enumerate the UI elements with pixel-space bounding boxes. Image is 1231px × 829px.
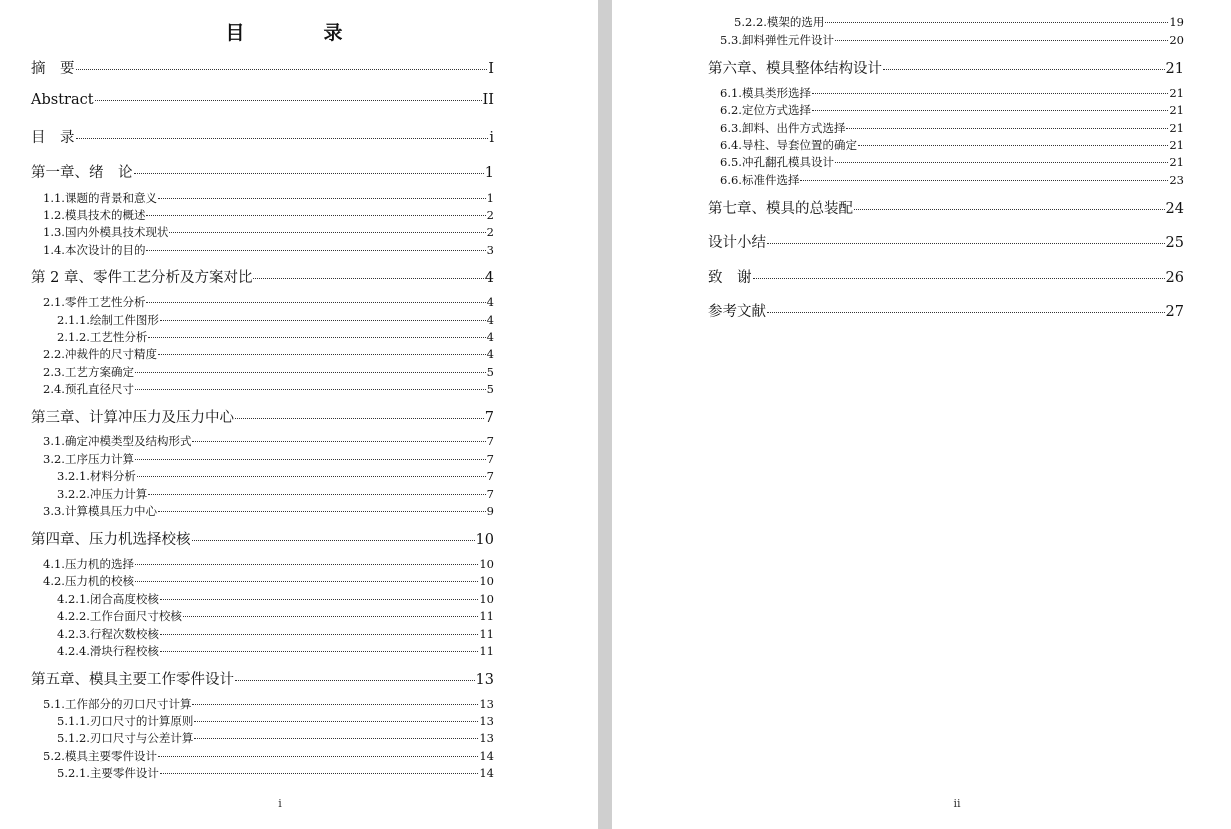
toc-entry-page-number: 13 [479,697,494,711]
toc-entry-page-number: 10 [479,592,494,606]
toc-entry[interactable] [31,294,494,310]
toc-entry-title: 5.1.2.刃口尺寸与公差计算 [57,731,194,745]
toc-leader-dots [135,389,486,390]
toc-leader-dots [194,721,478,722]
toc-entry[interactable] [708,57,1184,78]
page-number-footer: ii [953,797,961,810]
toc-entry[interactable] [31,346,494,362]
toc-entry[interactable] [31,312,494,328]
toc-entry-title: 3.1.确定冲模类型及结构形式 [43,434,192,448]
toc-leader-dots [148,494,485,495]
toc-entry-page-number: 21 [1169,121,1184,135]
toc-entry-page-number: 9 [486,504,494,518]
toc-entry-page-number: 21 [1165,61,1184,77]
toc-entry-page-number: 3 [486,243,494,257]
toc-leader-dots [146,302,485,303]
toc-entry[interactable] [31,126,494,147]
toc-entry[interactable] [31,92,494,108]
toc-entry[interactable] [31,329,494,345]
toc-leader-dots [194,738,478,739]
toc-leader-dots [160,320,486,321]
toc-leader-dots [137,476,486,477]
toc-entry[interactable] [708,197,1184,218]
toc-entry-page-number: 21 [1169,103,1184,117]
toc-leader-dots [146,250,485,251]
toc-leader-dots [134,173,484,174]
toc-entry[interactable] [708,137,1184,153]
toc-entry-page-number: 14 [479,766,494,780]
toc-entry[interactable] [31,528,494,549]
toc-entry-title: 第五章、模具主要工作零件设计 [31,672,234,688]
toc-entry-title: 4.2.4.滑块行程校核 [57,644,159,658]
toc-entry-page-number: 20 [1169,33,1184,47]
toc-entry[interactable] [31,713,494,729]
toc-entry-title: 6.1.模具类形选择 [720,86,811,100]
toc-entry[interactable] [708,14,1184,30]
toc-entry-title: 5.1.1.刃口尺寸的计算原则 [57,714,194,728]
toc-leader-dots [158,198,486,199]
toc-entry[interactable] [31,266,494,287]
toc-leader-dots [160,651,478,652]
toc-leader-dots [135,564,478,565]
toc-entry-title: 1.3.国内外模具技术现状 [43,225,169,239]
toc-entry-page-number: 5 [486,382,494,396]
toc-entry-title: 摘 要 [31,61,75,77]
toc-entry-page-number: 7 [484,410,494,426]
toc-entry[interactable] [31,730,494,746]
toc-leader-dots [169,232,485,233]
toc-leader-dots [846,128,1168,129]
toc-entry-page-number: 7 [486,434,494,448]
toc-entry-title: 第七章、模具的总装配 [708,201,853,217]
toc-leader-dots [76,138,489,139]
page-gutter [598,0,612,829]
toc-entry-title: 5.2.1.主要零件设计 [57,766,159,780]
toc-leader-dots [825,22,1168,23]
toc-entry-page-number: 25 [1165,235,1184,251]
document-page-1 [0,0,598,829]
toc-entry-title: 6.2.定位方式选择 [720,103,811,117]
toc-entry-page-number: 10 [479,557,494,571]
toc-entry-page-number: 7 [486,452,494,466]
toc-entry-page-number: 11 [479,627,494,641]
toc-entry-title: 第六章、模具整体结构设计 [708,61,882,77]
toc-leader-dots [812,110,1168,111]
toc-entry-page-number: 4 [486,330,494,344]
toc-leader-dots [235,418,484,419]
toc-entry-page-number: 10 [479,574,494,588]
toc-leader-dots [835,40,1168,41]
toc-entry-title: 5.3.卸料弹性元件设计 [720,33,834,47]
toc-leader-dots [767,312,1165,313]
toc-leader-dots [192,441,485,442]
toc-entry[interactable] [31,364,494,380]
toc-entry-page-number: 4 [486,347,494,361]
toc-entry-page-number: 26 [1165,270,1184,286]
toc-entry-title: 2.1.1.绘制工件图形 [57,313,159,327]
toc-leader-dots [135,372,486,373]
toc-entry-title: 3.2.2.冲压力计算 [57,487,148,501]
toc-entry-title: 2.1.零件工艺性分析 [43,295,146,309]
toc-entry[interactable] [31,608,494,624]
toc-entry-page-number: 4 [484,270,494,286]
toc-entry[interactable] [708,102,1184,118]
toc-entry[interactable] [708,300,1184,321]
toc-entry[interactable] [708,32,1184,48]
toc-entry[interactable] [31,451,494,467]
toc-entry-page-number: 14 [479,749,494,763]
toc-entry-page-number: 21 [1169,86,1184,100]
toc-leader-dots [158,354,486,355]
toc-leader-dots [253,278,483,279]
toc-entry[interactable] [31,591,494,607]
toc-entry-page-number: 13 [479,731,494,745]
toc-entry-title: 参考文献 [708,304,766,320]
toc-entry-title: 设计小结 [708,235,766,251]
toc-entry-title: 2.3.工艺方案确定 [43,365,134,379]
toc-leader-dots [76,69,488,70]
toc-entry-title: Abstract [31,92,94,108]
toc-entry[interactable] [31,468,494,484]
toc-entry-page-number: i [489,130,494,146]
toc-leader-dots [135,581,478,582]
toc-leader-dots [235,680,475,681]
toc-entry-title: 5.1.工作部分的刃口尺寸计算 [43,697,192,711]
toc-leader-dots [160,599,478,600]
toc-entry-title: 4.1.压力机的选择 [43,557,134,571]
toc-entry-page-number: 13 [479,714,494,728]
toc-entry[interactable] [708,172,1184,188]
toc-entry-page-number: 2 [486,225,494,239]
toc-entry-title: 2.1.2.工艺性分析 [57,330,148,344]
toc-entry[interactable] [31,748,494,764]
toc-leader-dots [812,93,1168,94]
toc-leader-dots [158,511,486,512]
toc-leader-dots [835,162,1168,163]
toc-leader-dots [148,337,485,338]
toc-leader-dots [135,459,486,460]
toc-leader-dots [753,278,1165,279]
toc-entry-title: 3.3.计算模具压力中心 [43,504,157,518]
toc-leader-dots [160,634,478,635]
toc-leader-dots [160,773,478,774]
toc-entry[interactable] [31,765,494,781]
toc-entry[interactable] [31,207,494,223]
toc-entry-title: 1.2.模具技术的概述 [43,208,146,222]
toc-entry-title: 第 2 章、零件工艺分析及方案对比 [31,270,253,286]
toc-entry[interactable] [31,381,494,397]
toc-entry-page-number: 11 [479,644,494,658]
toc-entry-page-number: 7 [486,487,494,501]
toc-entry-page-number: 24 [1165,201,1184,217]
toc-entry-page-number: 19 [1169,15,1184,29]
toc-leader-dots [854,209,1165,210]
toc-entry-page-number: 27 [1165,304,1184,320]
toc-entry[interactable] [708,231,1184,252]
toc-entry[interactable] [31,573,494,589]
toc-leader-dots [192,540,475,541]
toc-entry[interactable] [31,224,494,240]
toc-entry-page-number: I [488,61,494,77]
toc-entry-title: 6.6.标准件选择 [720,173,800,187]
toc-entry-page-number: 13 [475,672,494,688]
toc-entry-title: 1.4.本次设计的目的 [43,243,146,257]
toc-entry-page-number: II [482,92,494,108]
toc-entry[interactable] [708,120,1184,136]
toc-entry-title: 4.2.3.行程次数校核 [57,627,159,641]
toc-leader-dots [883,69,1165,70]
page-number-footer: i [278,797,282,810]
toc-entry-title: 4.2.2.工作台面尺寸校核 [57,609,182,623]
toc-entry[interactable] [31,668,494,689]
toc-entry[interactable] [31,433,494,449]
toc-entry[interactable] [31,57,494,78]
toc-entry-title: 2.2.冲裁件的尺寸精度 [43,347,157,361]
toc-entry-title: 3.2.1.材料分析 [57,469,136,483]
toc-leader-dots [95,100,482,101]
toc-entry[interactable] [708,154,1184,170]
toc-entry-title: 致 谢 [708,270,752,286]
toc-entry[interactable] [31,406,494,427]
toc-leader-dots [192,704,478,705]
toc-entry-page-number: 4 [486,313,494,327]
toc-entry[interactable] [31,190,494,206]
toc-entry[interactable] [31,242,494,258]
toc-entry-title: 1.1.课题的背景和意义 [43,191,157,205]
toc-entry-page-number: 5 [486,365,494,379]
toc-leader-dots [858,145,1168,146]
toc-entry-page-number: 10 [475,532,494,548]
toc-entry-title: 3.2.工序压力计算 [43,452,134,466]
toc-entry[interactable] [31,556,494,572]
toc-entry-title: 第一章、绪 论 [31,165,133,181]
toc-entry[interactable] [31,696,494,712]
toc-entry-page-number: 1 [484,165,494,181]
toc-leader-dots [183,616,478,617]
toc-entry[interactable] [31,161,494,182]
toc-entry-page-number: 7 [486,469,494,483]
toc-entry[interactable] [31,486,494,502]
toc-entry-title: 4.2.1.闭合高度校核 [57,592,159,606]
toc-entry-page-number: 11 [479,609,494,623]
toc-entry-page-number: 21 [1169,155,1184,169]
toc-entry-title: 2.4.预孔直径尺寸 [43,382,134,396]
toc-entry-title: 6.4.导柱、导套位置的确定 [720,138,857,152]
toc-entry-title: 6.3.卸料、出件方式选择 [720,121,846,135]
toc-leader-dots [800,180,1168,181]
toc-entry[interactable] [708,266,1184,287]
toc-leader-dots [146,215,485,216]
toc-entry-title: 第三章、计算冲压力及压力中心 [31,410,234,426]
toc-entry-title: 第四章、压力机选择校核 [31,532,191,548]
toc-leader-dots [767,243,1165,244]
toc-entry-page-number: 23 [1169,173,1184,187]
toc-entry-title: 5.2.2.模架的选用 [734,15,825,29]
toc-leader-dots [158,756,478,757]
toc-entry[interactable] [31,643,494,659]
toc-title: 目 录 [225,22,373,44]
toc-entry-title: 5.2.模具主要零件设计 [43,749,157,763]
toc-entry[interactable] [31,503,494,519]
toc-entry-page-number: 2 [486,208,494,222]
toc-entry-page-number: 4 [486,295,494,309]
toc-entry-page-number: 1 [486,191,494,205]
toc-entry-title: 4.2.压力机的校核 [43,574,134,588]
toc-entry[interactable] [31,626,494,642]
toc-entry[interactable] [708,85,1184,101]
toc-entry-title: 6.5.冲孔翻孔模具设计 [720,155,834,169]
document-page-2 [612,0,1231,829]
toc-entry-page-number: 21 [1169,138,1184,152]
toc-entry-title: 目 录 [31,130,75,146]
